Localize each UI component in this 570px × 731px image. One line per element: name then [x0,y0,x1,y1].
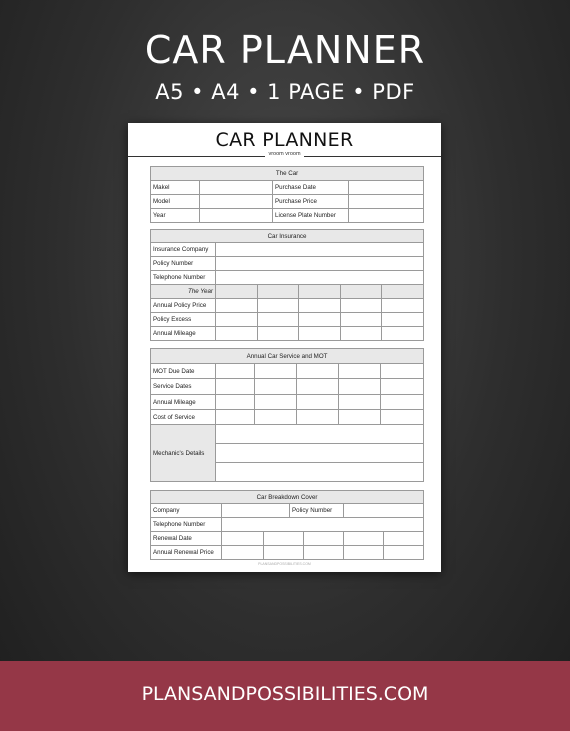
license-plate-field[interactable] [349,209,424,223]
cell[interactable] [299,299,341,313]
cell[interactable] [344,546,384,560]
mechanic-line-3[interactable] [216,463,424,482]
service-table [150,348,424,482]
annual-policy-price-label: Annual Policy Price [151,299,216,313]
policy-number-field[interactable] [216,257,424,271]
mechanic-line-1[interactable] [216,425,424,444]
policy-number-label: Policy Number [290,504,344,518]
insurance-company-label: Insurance Company [151,243,216,257]
service-header: Annual Car Service and MOT [151,349,424,364]
cell[interactable] [381,364,424,379]
mechanic-line-2[interactable] [216,444,424,463]
sheet-footer: PLANSANDPOSSIBILITIES.COM [258,562,311,566]
insurance-table [150,229,424,341]
cell[interactable] [222,532,264,546]
cell[interactable] [341,313,382,327]
cell[interactable] [216,313,258,327]
cell[interactable] [381,379,424,395]
company-field[interactable] [222,504,290,518]
make-label: Makel [151,181,200,195]
cell[interactable] [297,379,339,395]
cell[interactable] [339,364,381,379]
breakdown-telephone-field[interactable] [222,518,424,532]
insurance-company-field[interactable] [216,243,424,257]
cost-of-service-label: Cost of Service [151,410,216,425]
year-col-2[interactable] [258,285,299,299]
cell[interactable] [304,532,344,546]
purchase-date-field[interactable] [349,181,424,195]
the-car-header: The Car [151,167,424,181]
cell[interactable] [344,532,384,546]
sheet-title: CAR PLANNER [215,129,354,151]
year-field[interactable] [200,209,273,223]
cell[interactable] [216,364,255,379]
policy-excess-label: Policy Excess [151,313,216,327]
cell[interactable] [339,410,381,425]
telephone-label: Telephone Number [151,271,216,285]
annual-mileage-label: Annual Mileage [151,327,216,341]
cell[interactable] [341,299,382,313]
mot-due-label: MOT Due Date [151,364,216,379]
promo-title: CAR PLANNER [144,28,426,72]
license-plate-label: License Plate Number [273,209,349,223]
policy-number-label: Policy Number [151,257,216,271]
service-dates-label: Service Dates [151,379,216,395]
cell[interactable] [297,395,339,410]
cell[interactable] [216,395,255,410]
cell[interactable] [384,532,424,546]
cell[interactable] [216,327,258,341]
cell[interactable] [264,546,304,560]
breakdown-table [150,490,424,560]
cell[interactable] [382,299,424,313]
cell[interactable] [381,395,424,410]
mechanic-label: Mechanic's Details [151,425,216,482]
cell[interactable] [382,327,424,341]
cell[interactable] [304,546,344,560]
planner-sheet [128,123,441,572]
cell[interactable] [255,379,297,395]
cell[interactable] [299,327,341,341]
sheet-tagline: vroom vroom [128,151,441,157]
cell[interactable] [339,379,381,395]
promo-subtitle: A5 • A4 • 1 PAGE • PDF [155,80,415,104]
cell[interactable] [255,410,297,425]
breakdown-policy-field[interactable] [344,504,424,518]
model-field[interactable] [200,195,273,209]
year-col-1[interactable] [216,285,258,299]
cell[interactable] [297,364,339,379]
purchase-date-label: Purchase Date [273,181,349,195]
cell[interactable] [258,299,299,313]
service-mileage-label: Annual Mileage [151,395,216,410]
cell[interactable] [222,546,264,560]
cell[interactable] [339,395,381,410]
cell[interactable] [216,379,255,395]
model-label: Model [151,195,200,209]
make-field[interactable] [200,181,273,195]
year-col-5[interactable] [382,285,424,299]
cell[interactable] [384,546,424,560]
cell[interactable] [381,410,424,425]
cell[interactable] [216,299,258,313]
footer-band [0,661,570,731]
telephone-field[interactable] [216,271,424,285]
company-label: Company [151,504,222,518]
purchase-price-label: Purchase Price [273,195,349,209]
breakdown-telephone-label: Telephone Number [151,518,222,532]
cell[interactable] [264,532,304,546]
insurance-header: Car Insurance [151,230,424,243]
renewal-price-label: Annual Renewal Price [151,546,222,560]
purchase-price-field[interactable] [349,195,424,209]
website-link[interactable]: PLANSANDPOSSIBILITIES.COM [141,683,429,705]
cell[interactable] [216,410,255,425]
cell[interactable] [255,364,297,379]
cell[interactable] [341,327,382,341]
breakdown-header: Car Breakdown Cover [151,491,424,504]
year-col-4[interactable] [341,285,382,299]
cell[interactable] [255,395,297,410]
the-car-table [150,166,424,223]
year-col-3[interactable] [299,285,341,299]
year-label: Year [151,209,200,223]
cell[interactable] [258,313,299,327]
renewal-date-label: Renewal Date [151,532,222,546]
cell[interactable] [382,313,424,327]
cell[interactable] [258,327,299,341]
cell[interactable] [299,313,341,327]
cell[interactable] [297,410,339,425]
the-year-label: The Year [151,285,216,299]
